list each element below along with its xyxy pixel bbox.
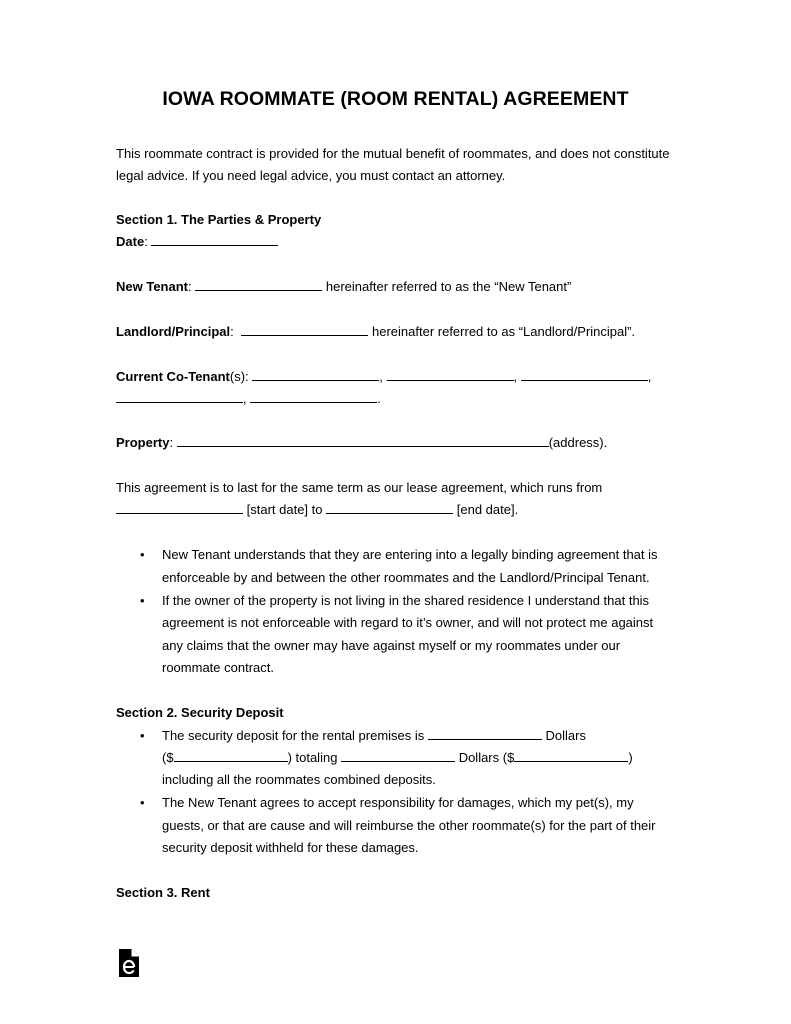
document-title: IOWA ROOMMATE (ROOM RENTAL) AGREEMENT <box>162 88 629 110</box>
end-date-blank[interactable] <box>326 502 453 514</box>
property-address-blank[interactable] <box>177 435 549 447</box>
total-deposit-words-blank[interactable] <box>341 750 455 762</box>
new-tenant-row: New Tenant: hereinafter referred to as the “New Tenant” <box>116 279 572 294</box>
property-label: Property <box>116 435 170 450</box>
bullet-glyph: • <box>140 593 145 608</box>
security-deposit-words-blank[interactable] <box>428 728 542 740</box>
bullet-glyph: • <box>140 547 145 562</box>
start-date-blank[interactable] <box>116 502 243 514</box>
cotenant-label: Current Co-Tenant <box>116 369 230 384</box>
s1-bullet-1-line-1: New Tenant understands that they are entering into a legally binding agreement that is <box>162 547 658 562</box>
cotenant-blank-3[interactable] <box>521 369 648 381</box>
s1-bullet-2-line-3: any claims that the owner may have against myself or my roommates under our <box>162 638 621 653</box>
cotenant-blank-2[interactable] <box>387 369 514 381</box>
date-blank[interactable] <box>151 234 278 246</box>
s2-bullet-2-line-3: security deposit withheld for these damages. <box>162 840 419 855</box>
property-suffix: (address). <box>548 435 608 450</box>
bullet-glyph: • <box>140 728 145 743</box>
s1-bullet-1-line-2: enforceable by and between the other roommates and the Landlord/Principal Tenant. <box>162 570 650 585</box>
date-label: Date <box>116 234 145 249</box>
cotenant-row-1: Current Co-Tenant(s): , , , <box>116 369 652 384</box>
security-deposit-amount-blank[interactable] <box>174 750 288 762</box>
s2-bullet-1-line-3: including all the roommates combined deposits. <box>162 772 436 787</box>
cotenant-row-2: , . <box>116 391 381 407</box>
s1-bullet-2-line-1: If the owner of the property is not living in the shared residence I understand that this <box>162 593 650 608</box>
date-row: Date: <box>116 234 278 250</box>
start-date-label: [start date] to <box>246 502 323 517</box>
landlord-label: Landlord/Principal <box>116 324 231 339</box>
section-2-heading: Section 2. Security Deposit <box>116 705 284 720</box>
s2-bullet-1-line-1: The security deposit for the rental premises is Dollars <box>162 728 586 743</box>
term-line-2 <box>116 502 518 518</box>
landlord-suffix: hereinafter referred to as “Landlord/Principal”. <box>372 324 636 339</box>
s2-bullet-2-line-1: The New Tenant agrees to accept responsibility for damages, which my pet(s), my <box>162 795 634 810</box>
property-row: Property: (address). <box>116 435 608 450</box>
section-1-heading: Section 1. The Parties & Property <box>116 212 322 227</box>
cotenant-blank-4[interactable] <box>116 391 243 403</box>
new-tenant-suffix: hereinafter referred to as the “New Tenant” <box>325 279 572 294</box>
new-tenant-blank[interactable] <box>195 279 322 291</box>
s2-bullet-2-line-2: guests, or that are cause and will reimburse the other roommate(s) for the part of their <box>162 818 656 833</box>
cotenant-blank-1[interactable] <box>252 369 379 381</box>
term-line-1: This agreement is to last for the same term as our lease agreement, which runs from <box>116 480 603 495</box>
s1-bullet-2-line-4: roommate contract. <box>162 660 274 675</box>
end-date-label: [end date]. <box>456 502 519 517</box>
intro-line-1: This roommate contract is provided for the mutual benefit of roommates, and does not constitute <box>116 146 670 161</box>
new-tenant-label: New Tenant <box>116 279 188 294</box>
s2-bullet-1-line-2: ($ ) totaling Dollars ($ ) <box>162 750 633 765</box>
total-deposit-amount-blank[interactable] <box>514 750 628 762</box>
intro-line-2: legal advice. If you need legal advice, you must contact an attorney. <box>116 168 506 183</box>
landlord-blank[interactable] <box>241 324 368 336</box>
s1-bullet-2-line-2: agreement is not enforceable with regard to it’s owner, and will not protect me against <box>162 615 654 630</box>
eforms-logo-icon <box>118 948 140 978</box>
landlord-row: Landlord/Principal: hereinafter referred to as “Landlord/Principal”. <box>116 324 636 339</box>
section-3-heading: Section 3. Rent <box>116 885 210 900</box>
bullet-glyph: • <box>140 795 145 810</box>
cotenant-blank-5[interactable] <box>250 391 377 403</box>
